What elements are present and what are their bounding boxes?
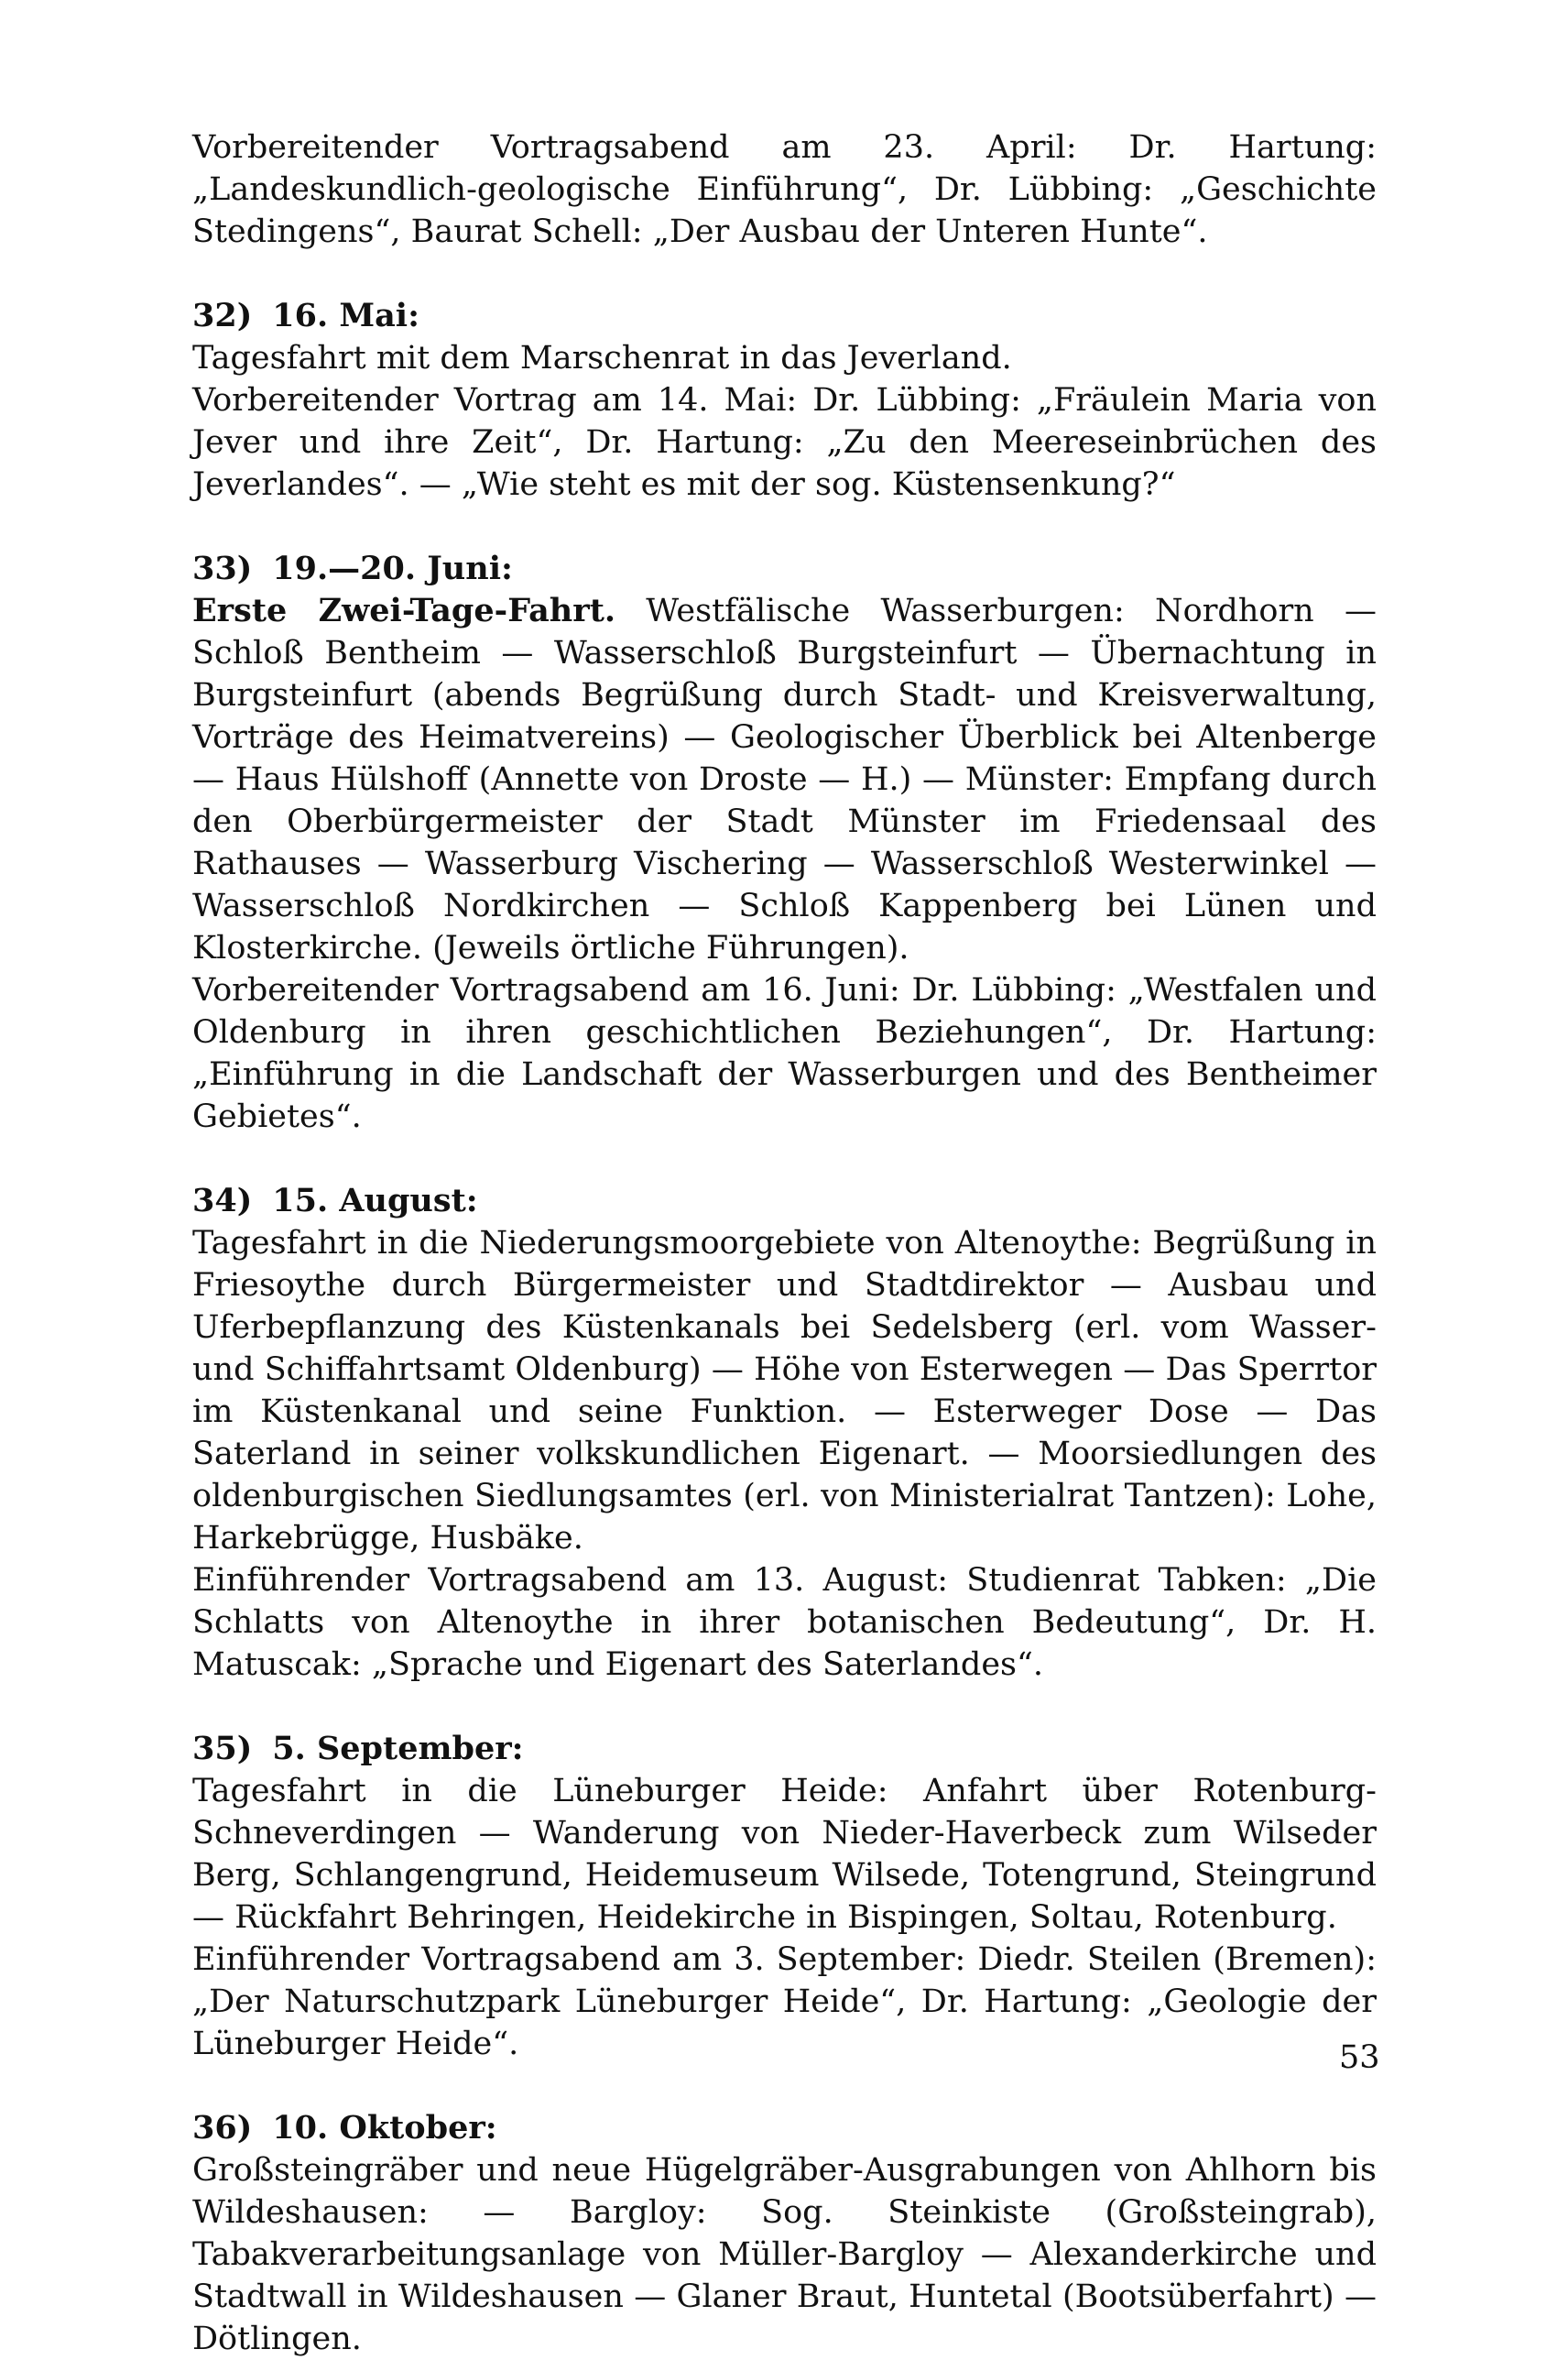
entry-paragraph: Großsteingräber und neue Hügelgräber-Ausgrabungen von Ahlhorn bis Wildeshausen: — Bargloy: Sog. Steinkiste (Großsteingrab), Tabakverarbeitungsanlage von Müller-Bargloy — Alexanderkirche und Stadtwall in Wildeshausen — Glaner Braut, Huntetal (Bootsüberfahrt) — Dötlingen. (192, 2152, 1377, 2357)
entry-paragraph: Einführender Vortragsabend am 3. September: Diedr. Steilen (Bremen): „Der Naturschutzpark Lüneburger Heide“, Dr. Hartung: „Geologie der Lüneburger Heide“. (192, 1941, 1377, 2062)
entry-paragraph: Tagesfahrt in die Niederungsmoorgebiete von Altenoythe: Begrüßung in Friesoythe durch Bürgermeister und Stadtdirektor — Ausbau und Uferbepflanzung des Küstenkanals bei Sedelsberg (erl. vom Wasser- und Schiffahrtsamt Oldenburg) — Höhe von Esterwegen — Das Sperrtor im Küstenkanal und seine Funktion. — Esterweger Dose — Das Saterland in seiner volkskundlichen Eigenart. — Moorsiedlungen des oldenburgischen Siedlungsamtes (erl. von Ministerialrat Tantzen): Lohe, Harkebrügge, Husbäke. (192, 1225, 1377, 1557)
entry-date: 5. September: (272, 1730, 524, 1767)
page-body (192, 126, 1377, 2360)
entry-paragraph (192, 590, 1377, 969)
entry-paragraph: Vorbereitender Vortragsabend am 16. Juni: Dr. Lübbing: „Westfalen und Oldenburg in ihren geschichtlichen Beziehungen“, Dr. Hartung: „Einführung in die Landschaft der Wasserburgen und des Bentheimer Gebietes“. (192, 972, 1377, 1135)
entry-36 (192, 2107, 1377, 2360)
entry-heading (192, 1180, 1377, 1222)
entry-date: 15. August: (272, 1182, 478, 1219)
entry-lead: Erste Zwei-Tage-Fahrt. (192, 592, 616, 629)
entry-32 (192, 295, 1377, 506)
entry-paragraph: Einführender Vortragsabend am 13. August: Studienrat Tabken: „Die Schlatts von Altenoythe in ihrer botanischen Bedeutung“, Dr. H. Matuscak: „Sprache und Eigenart des Saterlandes“. (192, 1562, 1377, 1683)
entry-number: 34) (192, 1182, 253, 1219)
entry-number: 36) (192, 2109, 253, 2147)
intro-paragraph: Vorbereitender Vortragsabend am 23. April: Dr. Hartung: „Landeskundlich-geologische Einführung“, Dr. Lübbing: „Geschichte Stedingens“, Baurat Schell: „Der Ausbau der Unteren Hunte“. (192, 129, 1377, 250)
entry-paragraph-text: Westfälische Wasserburgen: Nordhorn — Schloß Bentheim — Wasserschloß Burgsteinfurt — Übernachtung in Burgsteinfurt (abends Begrüßung durch Stadt- und Kreisverwaltung, Vorträge des Heimatvereins) — Geologischer Überblick bei Altenberge — Haus Hülshoff (Annette von Droste — H.) — Münster: Empfang durch den Oberbürgermeister der Stadt Münster im Friedensaal des Rathauses — Wasserburg Vischering — Wasserschloß Westerwinkel — Wasserschloß Nordkirchen — Schloß Kappenberg bei Lünen und Klosterkirche. (Jeweils örtliche Führungen). (192, 593, 1377, 967)
entry-paragraph: Tagesfahrt in die Lüneburger Heide: Anfahrt über Rotenburg-Schneverdingen — Wanderung von Nieder-Haverbeck zum Wilseder Berg, Schlangengrund, Heidemuseum Wilsede, Totengrund, Steingrund — Rückfahrt Behringen, Heidekirche in Bispingen, Soltau, Rotenburg. (192, 1773, 1377, 1936)
entry-34 (192, 1180, 1377, 1686)
entry-heading (192, 2107, 1377, 2149)
entry-number: 32) (192, 297, 253, 334)
entry-number: 35) (192, 1730, 253, 1767)
entry-date: 16. Mai: (272, 297, 419, 334)
entry-heading (192, 1728, 1377, 1770)
entry-heading (192, 295, 1377, 337)
entry-paragraph: Vorbereitender Vortrag am 14. Mai: Dr. Lübbing: „Fräulein Maria von Jever und ihre Zeit“, Dr. Hartung: „Zu den Meereseinbrüchen des Jeverlandes“. — „Wie steht es mit der sog. Küstensenkung?“ (192, 382, 1377, 503)
entry-33 (192, 548, 1377, 1138)
entry-date: 19.—20. Juni: (272, 550, 513, 587)
entry-number: 33) (192, 550, 253, 587)
page-number: 53 (1339, 2039, 1380, 2076)
entry-35 (192, 1728, 1377, 2065)
entry-heading (192, 548, 1377, 590)
entry-date: 10. Oktober: (272, 2109, 497, 2147)
entry-paragraph: Tagesfahrt mit dem Marschenrat in das Jeverland. (192, 340, 1012, 377)
